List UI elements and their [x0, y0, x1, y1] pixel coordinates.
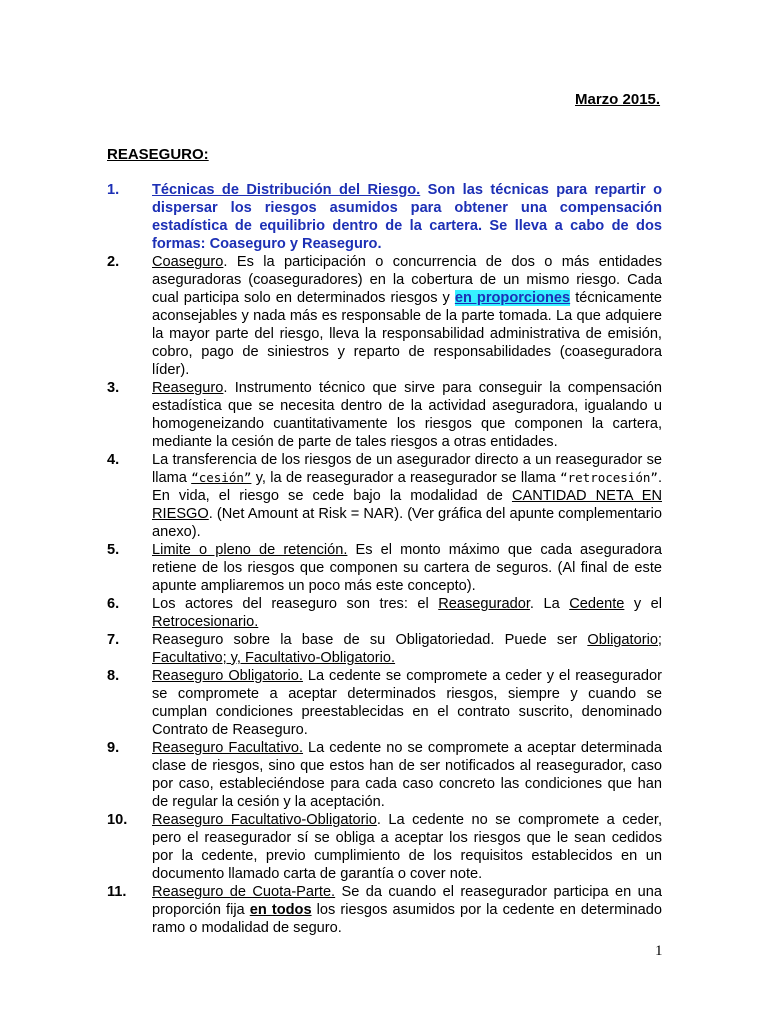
item-body: Los actores del reaseguro son tres: el — [152, 596, 439, 612]
item-number: 7. — [107, 632, 120, 648]
item-title: Reaseguro Obligatorio. — [152, 668, 303, 684]
list-item — [107, 667, 662, 739]
section-heading: REASEGURO: — [107, 146, 209, 163]
item-title: Coaseguro — [152, 254, 224, 270]
term-cedente: Cedente — [569, 596, 625, 612]
item-text — [152, 181, 662, 253]
item-body: . Es la participación o concurrencia de dos o más entidades aseguradoras (coaseguradores) en la cobertura de un mismo riesgo. Cada cual participa solo en determinados riesgos y — [152, 254, 662, 306]
item-title: Limite o pleno de retención. — [152, 542, 348, 558]
item-number: 11. — [107, 884, 127, 900]
item-text — [152, 631, 662, 667]
item-body: . La cedente no se compromete a ceder, pero el reasegurador sí se obliga a aceptar los riesgos que le sean cedidos por la cedente, previo cumplimiento de los requisitos establecidos en un documento llamado carta de garantía o cover note. — [152, 812, 662, 882]
list-item — [107, 181, 662, 253]
document-date: Marzo 2015. — [575, 91, 661, 108]
list-item — [107, 595, 662, 631]
item-number: 8. — [107, 668, 120, 684]
item-number: 5. — [107, 542, 120, 558]
item-title: Reaseguro de Cuota-Parte. — [152, 884, 336, 900]
item-body: técnicamente aconsejables y nada más es responsable de la parte tomada. La que adquiere la mayor parte del riesgo, lleva la responsabilidad administrativa de emisión, cobro, pago de siniestros y reparto de responsabilidades (coaseguradora líder). — [152, 290, 662, 378]
item-body: . Instrumento técnico que sirve para conseguir la compensación estadística que se necesita dentro de la actividad aseguradora, igualando u homogeneizando cuantitativamente los riesgos que componen la cartera, mediante la cesión de parte de tales riesgos a otras entidades. — [152, 380, 662, 450]
term-reasegurador: Reasegurador — [438, 596, 530, 612]
item-text — [152, 811, 662, 883]
item-number: 10. — [107, 812, 128, 828]
term-cantidad-neta: CANTIDAD NETA EN RIESGO — [152, 488, 662, 522]
item-body: . La — [529, 596, 570, 612]
item-body: Reaseguro sobre la base de su Obligatoriedad. Puede ser — [152, 632, 588, 648]
item-body: La cedente se compromete a ceder y el reasegurador se compromete a aceptar determinados riesgos, siempre y cuando se cumplan condiciones preestablecidas en el contrato suscrito, denominado Contrato de Reaseguro. — [152, 668, 663, 738]
item-text — [152, 451, 662, 541]
list-item — [107, 541, 662, 595]
item-number: 9. — [107, 740, 120, 756]
term-retrocesion: “retrocesión” — [560, 470, 658, 485]
item-body: La transferencia de los riesgos de un asegurador directo a un reasegurador se llama — [152, 452, 662, 486]
list-item — [107, 253, 662, 379]
term-types: Obligatorio; Facultativo; y, Facultativo-Obligatorio. — [152, 632, 662, 666]
item-body: La cedente no se compromete a aceptar determinada clase de riesgos, sino que estos han de ser notificados al reasegurador, caso por caso, estableciéndose para cada caso concreto las condiciones que han de regular la cesión y la aceptación. — [152, 740, 662, 810]
item-body: los riesgos asumidos por la cedente en determinado ramo o modalidad de seguro. — [152, 902, 662, 936]
item-text — [152, 253, 662, 379]
item-text — [152, 883, 662, 937]
item-text — [152, 379, 662, 451]
item-title: Reaseguro — [152, 380, 224, 396]
item-number: 6. — [107, 596, 120, 612]
list-item — [107, 631, 662, 667]
item-body: Es el monto máximo que cada aseguradora retiene de los riesgos que componen su cartera de seguros. (Al final de este apunte ampliaremos un poco más este concepto). — [152, 542, 662, 594]
item-title: Reaseguro Facultativo. — [152, 740, 304, 756]
item-text — [152, 541, 662, 595]
list-item — [107, 739, 662, 811]
item-text — [152, 667, 662, 739]
item-number: 4. — [107, 452, 120, 468]
list-item — [107, 379, 662, 451]
item-body: . En vida, el riesgo se cede bajo la modalidad de — [152, 470, 662, 504]
list-item — [107, 883, 662, 937]
term-cesion: “cesión” — [191, 470, 252, 485]
item-body: y el — [624, 596, 662, 612]
item-text — [152, 739, 662, 811]
item-number: 1. — [107, 182, 120, 198]
list-item — [107, 451, 662, 541]
item-body: Se da cuando el reasegurador participa en una proporción fija — [152, 884, 662, 918]
item-title: Reaseguro Facultativo-Obligatorio — [152, 812, 377, 828]
page-number: 1 — [655, 943, 663, 959]
highlighted-term: en proporciones — [454, 290, 571, 306]
term-retrocesionario: Retrocesionario. — [152, 614, 259, 630]
item-number: 3. — [107, 380, 120, 396]
emphasized-term: en todos — [249, 902, 312, 918]
item-text — [152, 595, 662, 631]
item-number: 2. — [107, 254, 120, 270]
item-body: y, la de reasegurador a reasegurador se llama — [251, 470, 561, 486]
list-item — [107, 811, 662, 883]
item-body: Son las técnicas para repartir o dispersar los riesgos asumidos para obtener una compensación estadística de equilibrio dentro de la cartera. Se lleva a cabo de dos formas: Coaseguro y Reaseguro. — [152, 182, 662, 252]
numbered-list — [107, 181, 662, 937]
item-body: . (Net Amount at Risk = NAR). (Ver gráfica del apunte complementario anexo). — [152, 506, 662, 540]
item-title: Técnicas de Distribución del Riesgo. — [152, 182, 421, 198]
